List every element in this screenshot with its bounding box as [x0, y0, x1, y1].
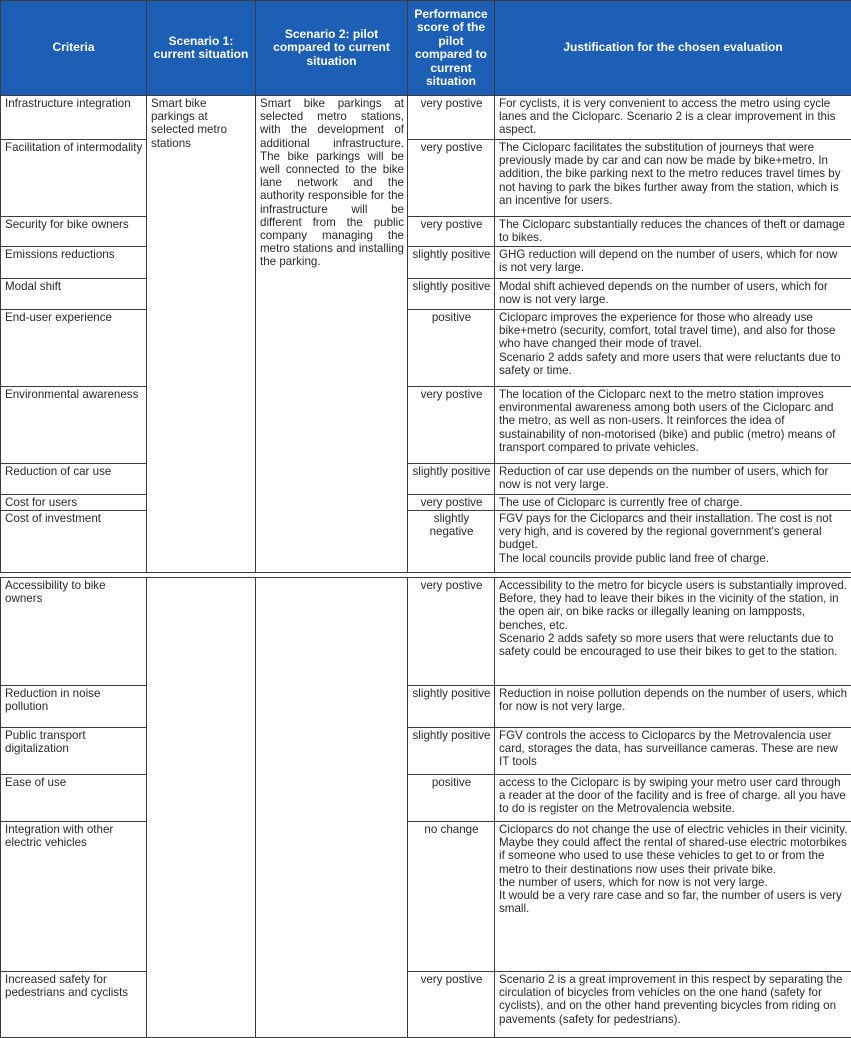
- justification-cell: [495, 140, 851, 217]
- scenario1-cell: Smart bike parkings at selected metro stations: [147, 96, 256, 573]
- justification-paragraph: Reduction in noise pollution depends on the number of users, which for now is not very large.: [499, 687, 848, 713]
- table-row: [1, 728, 851, 775]
- table-row: [1, 578, 851, 686]
- table-row: [1, 247, 851, 279]
- justification-cell: [495, 686, 851, 728]
- evaluation-table-continued: [0, 577, 851, 1038]
- scenario1-cell: [147, 578, 256, 1038]
- criteria-cell: Reduction in noise pollution: [1, 686, 147, 728]
- justification-paragraph: It would be a very rare case and so far, the number of users is very small.: [499, 889, 848, 915]
- performance-score-cell: positive: [408, 310, 495, 387]
- criteria-cell: Accessibility to bike owners: [1, 578, 147, 686]
- table-row: [1, 511, 851, 573]
- table-row: [1, 775, 851, 822]
- table-row: [1, 822, 851, 972]
- table-row: [1, 96, 851, 140]
- criteria-cell: Increased safety for pedestrians and cyclists: [1, 972, 147, 1038]
- justification-paragraph: FGV controls the access to Cicloparcs by the Metrovalencia user card, storages the data, has surveillance cameras. These are new IT tools: [499, 729, 848, 769]
- justification-cell: [495, 387, 851, 464]
- justification-paragraph: FGV pays for the Cicloparcs and their installation. The cost is not very high, and is covered by the regional government's general budget.: [499, 512, 848, 552]
- criteria-cell: Facilitation of intermodality: [1, 140, 147, 217]
- table-row: [1, 217, 851, 247]
- criteria-cell: Emissions reductions: [1, 247, 147, 279]
- header-row: [1, 1, 851, 96]
- performance-score-cell: slightly positive: [408, 279, 495, 310]
- performance-score-cell: slightly negative: [408, 511, 495, 573]
- criteria-cell: Environmental awareness: [1, 387, 147, 464]
- justification-paragraph: Scenario 2 adds safety so more users that were reluctants due to safety could be encouraged to use their bikes to get to the station.: [499, 632, 848, 658]
- scenario2-cell: [256, 578, 408, 1038]
- justification-cell: [495, 822, 851, 972]
- justification-cell: [495, 728, 851, 775]
- criteria-cell: Cost of investment: [1, 511, 147, 573]
- scenario2-cell: Smart bike parkings at selected metro stations, with the development of additional infrastructure. The bike parkings will be well connected to the bike lane network and the authority responsible for the infrastructure will be different from the public company managing the metro stations and installing the parking.: [256, 96, 408, 573]
- table-row: [1, 495, 851, 511]
- table-row: [1, 279, 851, 310]
- performance-score-cell: slightly positive: [408, 464, 495, 495]
- justification-cell: [495, 247, 851, 279]
- criteria-cell: Infrastructure integration: [1, 96, 147, 140]
- justification-cell: [495, 972, 851, 1038]
- justification-cell: [495, 511, 851, 573]
- justification-paragraph: access to the Cicloparc is by swiping your metro user card through a reader at the door of the facility and is free of charge. all you have to do is register on the Metrovalencia website.: [499, 776, 848, 816]
- justification-paragraph: The location of the Cicloparc next to the metro station improves environmental awareness among both users of the Cicloparc and the metro, as well as non-users. It reinforces the idea of sustainability of non-motorised (bike) and public (metro) means of transport compared to private vehicles.: [499, 388, 848, 454]
- criteria-cell: Cost for users: [1, 495, 147, 511]
- table-row: [1, 310, 851, 387]
- justification-paragraph: The Cicloparc facilitates the substitution of journeys that were previously made by car and can now be made by bike+metro. In addition, the bike parking next to the metro reduces travel times by not having to park the bikes further away from the station, which is an incentive for users.: [499, 141, 848, 207]
- justification-cell: [495, 464, 851, 495]
- justification-paragraph: Reduction of car use depends on the number of users, which for now is not very large.: [499, 465, 848, 491]
- justification-paragraph: For cyclists, it is very convenient to access the metro using cycle lanes and the Cicloparc. Scenario 2 is a clear improvement in this aspect.: [499, 97, 848, 137]
- justification-paragraph: Scenario 2 is a great improvement in this respect by separating the circulation of bicycles from vehicles on the one hand (safety for cyclists), and on the other hand preventing bicycles from riding on pavements (safety for pedestrians).: [499, 973, 848, 1026]
- header-scenario2: Scenario 2: pilot compared to current situation: [256, 1, 408, 96]
- justification-paragraph: Cicloparc improves the experience for those who already use bike+metro (security, comfort, total travel time), and also for those who have changed their mode of travel.: [499, 311, 848, 351]
- performance-score-cell: very postive: [408, 972, 495, 1038]
- header-scenario1: Scenario 1: current situation: [147, 1, 256, 96]
- performance-score-cell: no change: [408, 822, 495, 972]
- header-performance: Performance score of the pilot compared to current situation: [408, 1, 495, 96]
- performance-score-cell: very postive: [408, 140, 495, 217]
- criteria-cell: Ease of use: [1, 775, 147, 822]
- performance-score-cell: very postive: [408, 96, 495, 140]
- table-row: [1, 972, 851, 1038]
- table-row: [1, 686, 851, 728]
- justification-cell: [495, 310, 851, 387]
- criteria-cell: Security for bike owners: [1, 217, 147, 247]
- justification-paragraph: the number of users, which for now is not very large.: [499, 876, 848, 889]
- justification-paragraph: GHG reduction will depend on the number of users, which for now is not very large.: [499, 248, 848, 274]
- criteria-cell: Public transport digitalization: [1, 728, 147, 775]
- justification-paragraph: Scenario 2 adds safety and more users that were reluctants due to safety or time.: [499, 351, 848, 377]
- justification-paragraph: Maybe they could affect the rental of shared-use electric motorbikes if someone who used to use these vehicles to get to or from the metro to their destinations now uses their private bike.: [499, 836, 848, 876]
- justification-paragraph: The Cicloparc substantially reduces the chances of theft or damage to bikes.: [499, 218, 848, 244]
- justification-paragraph: The use of Cicloparc is currently free of charge.: [499, 496, 848, 509]
- table-row: [1, 140, 851, 217]
- performance-score-cell: slightly positive: [408, 728, 495, 775]
- performance-score-cell: very postive: [408, 495, 495, 511]
- justification-cell: [495, 217, 851, 247]
- criteria-cell: Reduction of car use: [1, 464, 147, 495]
- justification-paragraph: Cicloparcs do not change the use of electric vehicles in their vicinity.: [499, 823, 848, 836]
- performance-score-cell: very postive: [408, 387, 495, 464]
- justification-cell: [495, 495, 851, 511]
- performance-score-cell: positive: [408, 775, 495, 822]
- performance-score-cell: slightly positive: [408, 247, 495, 279]
- performance-score-cell: very postive: [408, 217, 495, 247]
- justification-cell: [495, 578, 851, 686]
- table-row: [1, 464, 851, 495]
- criteria-cell: Modal shift: [1, 279, 147, 310]
- justification-cell: [495, 775, 851, 822]
- performance-score-cell: slightly positive: [408, 686, 495, 728]
- header-justification: Justification for the chosen evaluation: [495, 1, 851, 96]
- table-row: [1, 387, 851, 464]
- criteria-cell: End-user experience: [1, 310, 147, 387]
- justification-cell: [495, 96, 851, 140]
- performance-score-cell: very postive: [408, 578, 495, 686]
- justification-cell: [495, 279, 851, 310]
- justification-paragraph: Modal shift achieved depends on the number of users, which for now is not very large.: [499, 280, 848, 306]
- criteria-cell: Integration with other electric vehicles: [1, 822, 147, 972]
- header-criteria: Criteria: [1, 1, 147, 96]
- justification-paragraph: Accessibility to the metro for bicycle users is substantially improved. Before, they had to leave their bikes in the vicinity of the station, in the open air, on bike racks or illegally leaning on lampposts, benches, etc.: [499, 579, 848, 632]
- justification-paragraph: The local councils provide public land free of charge.: [499, 552, 848, 565]
